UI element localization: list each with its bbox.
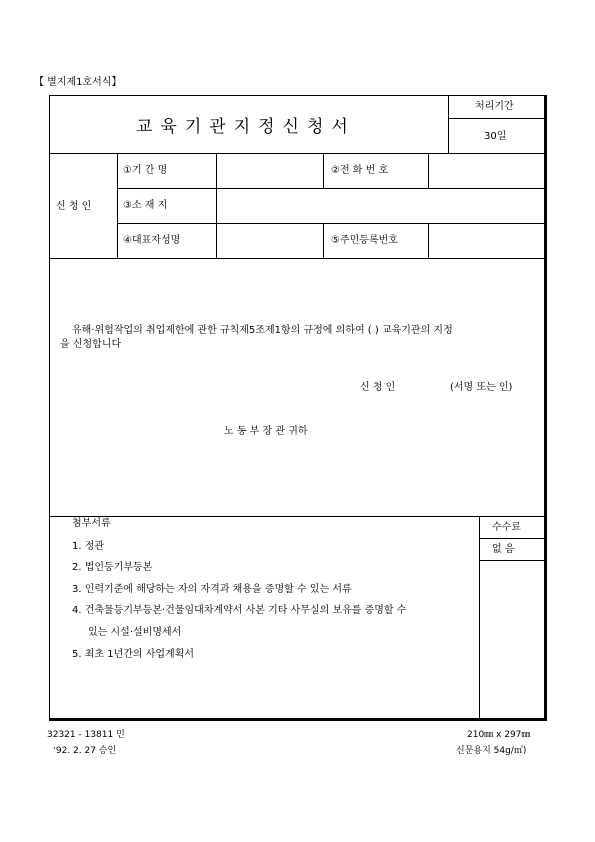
statement-line-2: 을 신청합니다 [60,339,122,350]
footer-code: 32321 - 13811 민 [47,730,125,740]
divider [479,560,547,561]
signature-note: (서명 또는 인) [450,382,513,393]
representative-label: ④대표자성명 [123,235,181,246]
footer-paper-size: 210㎜ x 297㎜ [467,730,531,740]
divider [479,538,547,539]
attachment-item: 2. 법인등기부등본 [72,562,153,573]
form-label: 【 별지제1호서식】 [34,77,122,88]
statement-line-1: 유해·위험작업의 취업제한에 관한 규칙제5조제1항의 규정에 의하여 ( ) 교육기관의 지정 [72,325,453,336]
attachment-item: 4. 건축물등기부등본·건물임대차계약서 사본 기타 사무실의 보유를 증명할 수 [72,605,407,616]
addressee: 노 동 부 장 관 귀하 [224,426,308,437]
divider [448,118,547,119]
processing-period-label: 처리기간 [475,101,514,112]
processing-period-value: 30일 [484,131,507,142]
divider [117,153,118,258]
divider [448,95,449,153]
divider [49,516,547,517]
org-name-label: ①기 간 명 [123,165,168,176]
attachment-item: 있는 시설·설비명세서 [88,627,182,638]
footer-paper-type: 신문용지 54g/㎡) [456,746,527,756]
fee-label: 수수료 [492,522,521,533]
fee-value: 없 음 [492,544,515,555]
signer-label: 신 청 인 [360,382,396,393]
attachment-item: 3. 인력기준에 해당하는 자의 자격과 채용을 증명할 수 있는 서류 [72,584,352,595]
resident-id-label: ⑤주민등록번호 [331,235,398,246]
divider [49,258,547,259]
attachments-title: 첨부서류 [72,518,111,529]
applicant-label: 신 청 인 [56,201,92,212]
footer-approval: ‘92. 2. 27 승인 [53,746,117,756]
org-name-field[interactable] [217,154,322,187]
address-field[interactable] [217,189,545,222]
representative-field[interactable] [217,224,322,257]
divider [323,223,324,258]
phone-field[interactable] [429,154,545,187]
attachment-item: 1. 정관 [72,541,105,552]
resident-id-field[interactable] [429,224,545,257]
attachment-item: 5. 최초 1년간의 사업계획서 [72,649,195,660]
form-title: 교육기관지정신청서 [136,117,356,137]
divider [479,516,480,721]
phone-label: ②전 화 번 호 [331,165,389,176]
divider [323,153,324,188]
address-label: ③소 재 지 [123,200,168,211]
